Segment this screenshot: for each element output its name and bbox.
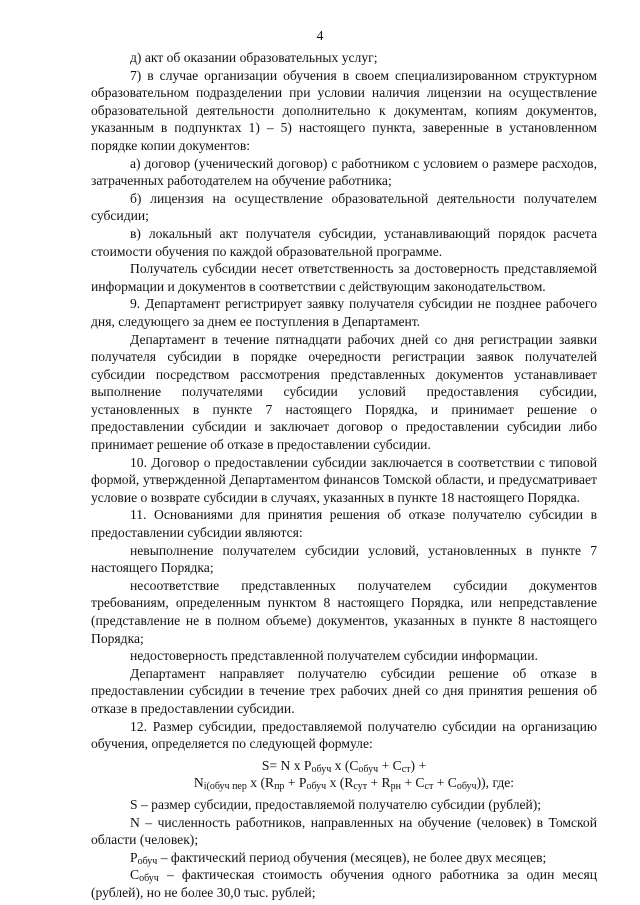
paragraph: Департамент в течение пятнадцати рабочих дней со дня регистрации заявки получателя субсидии в порядке очередности регистрации заявок получателей субсидии посредством рассмотрения представленных документов устанавливает выполнение получателями субсидии условий предоставления субсидии, установленных в пункте 7 настоящего Порядка, и принимает решение о предоставлении субсидии и заключает договор о предоставлении субсидии либо принимает решение об отказе в предоставлении субсидии. [91, 331, 597, 453]
paragraph: Получатель субсидии несет ответственность за достоверность представляемой информации и документов в соответствии с действующим законодательством. [91, 261, 597, 294]
page-number: 4 [316, 28, 324, 43]
definition-p: $P_{обуч}$ – фактический период обучения (месяцев), не более двух месяцев; [130, 849, 547, 867]
subsidy-formula [91, 757, 597, 792]
paragraph: 12. Размер субсидии, предоставляемой получателю субсидии на организацию обучения, определяется по следующей формуле: [91, 718, 597, 752]
paragraph: Департамент направляет получателю субсидии решение об отказе в предоставлении субсидии в течение трех рабочих дней со дня принятия решения об отказе в предоставлении субсидии. [91, 665, 597, 716]
paragraph: 10. Договор о предоставлении субсидии заключается в соответствии с типовой формой, утвержденной Департаментом финансов Томской области, и предусматривает условие о возврате субсидии в случаях, указанных в пункте 18 настоящего Порядка. [91, 454, 597, 505]
paragraph: в) локальный акт получателя субсидии, устанавливающий порядок расчета стоимости обучения по каждой образовательной программе. [91, 225, 597, 259]
paragraph: невыполнение получателем субсидии условий, установленных в пункте 7 настоящего Порядка; [91, 542, 597, 576]
paragraph: д) акт об оказании образовательных услуг; [130, 50, 378, 65]
document-body [91, 49, 597, 902]
paragraph: б) лицензия на осуществление образовательной деятельности получателем субсидии; [91, 190, 597, 224]
definition-c: $С_{обуч}$ – фактическая стоимость обучения одного работника за один месяц (рублей), но не более 30,0 тыс. рублей; [91, 867, 597, 900]
paragraph: 9. Департамент регистрирует заявку получателя субсидии не позднее рабочего дня, следующего за днем ее поступления в Департамент. [91, 296, 597, 329]
paragraph: 7) в случае организации обучения в своем специализированном структурном образовательном подразделении при условии наличия лицензии на осуществление образовательной деятельности дополнительно к документам, копиям документов, указанным в подпунктах 1) – 5) настоящего пункта, заверенные в установленном порядке копии документов: [91, 67, 597, 153]
paragraph: а) договор (ученический договор) с работником с условием о размере расходов, затраченных работодателем на обучение работника; [91, 155, 597, 189]
paragraph: несоответствие представленных получателем субсидии документов требованиям, определенным пунктом 8 настоящего Порядка, или непредставление (представление не в полном объеме) документов, указанных в пункте 8 настоящего Порядка; [91, 577, 597, 646]
definition-s: S – размер субсидии, предоставляемой получателю субсидии (рублей); [130, 796, 542, 812]
definition-n: N – численность работников, направленных на обучение (человек) в Томской области (человек); [91, 814, 597, 848]
formula-line-1: S= N x $P_{обуч}$ x $(С_{обуч} + С_{ст})$ + [261, 757, 427, 775]
formula-line-2: $N_{i(обуч пер}$ x ($R_{пр} + P_{обуч}$ x $(R_{сут} + R_{рн} + С_{ст} + С_{обуч})$), где: [193, 775, 515, 793]
paragraph: 11. Основаниями для принятия решения об отказе получателю субсидии в предоставлении субсидии являются: [91, 507, 597, 541]
paragraph: недостоверность представленной получателем субсидии информации. [130, 648, 538, 664]
